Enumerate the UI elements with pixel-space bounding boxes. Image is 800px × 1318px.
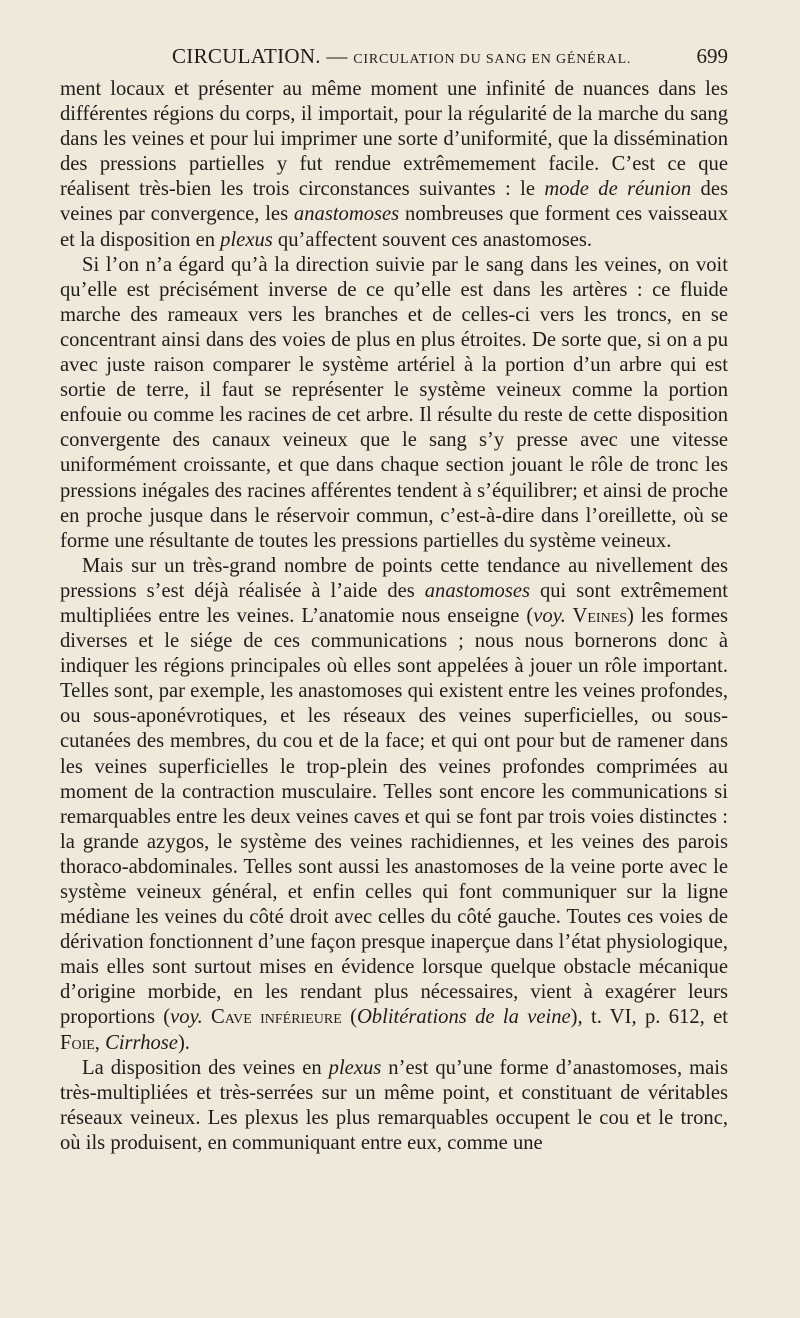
text-run: La disposition des veines en — [82, 1056, 329, 1079]
text-run: qu’affectent souvent ces anastomoses. — [272, 228, 593, 251]
text-run: Mais sur un très-grand nombre de points cette tendance au nivellement des pressions s’est déjà réalisée à l’aide des — [60, 554, 728, 602]
page-number: 699 — [696, 44, 728, 68]
italic-run: plexus — [220, 228, 273, 251]
text-run: ) les formes diverses et le siége de ces communications ; nous nous bornerons donc à indiquer les régions principales où elles sont appelées à jouer un rôle important. Telles sont, par exemple, les anastomoses qui existent entre les veines profondes, ou sous-aponévrotiques, et les réseaux des veines superficielles, ou sous-cutanées des membres, du cou et de la face; et qui ont pour but de ramener dans les veines superficielles le trop-plein des veines profondes comprimées au moment de la contraction musculaire. Telles sont encore les communications si remarquables entre les deux veines caves et qui se font par trois voies distinctes : la grande azygos, le système des veines rachidiennes, et les veines des parois thoraco-abdominales. Telles sont aussi les anastomoses de la veine porte avec le système veineux général, et enfin celles qui font communiquer sur la ligne médiane les veines du côté droit avec celles du côté gauche. Toutes ces voies de dérivation fonctionnent d’une façon presque inaperçue dans l’état physiologique, mais elles sont surtout mises en évidence lorsque quelque obstacle mécanique d’origine morbide, en les rendant plus nécessaires, vient à exagérer leurs proportions ( — [60, 604, 729, 1029]
small-caps-run: Foie — [60, 1031, 95, 1054]
text-run: ment locaux et présenter au même moment une infinité de nuances dans les différentes régions du corps, il importait, pour la régularité de la marche du sang dans les veines et pour lui imprimer une sorte d’uniformité, que la dissémination des pressions partielles y fut rendue extrêmemement facile. C’est ce que réalisent très-bien les trois circonstances suivantes : le — [60, 78, 728, 201]
italic-run: plexus — [328, 1056, 382, 1079]
page-body — [60, 77, 728, 1156]
italic-run: anastomoses — [293, 203, 400, 226]
italic-run: anastomoses — [424, 579, 530, 602]
running-title — [172, 44, 631, 69]
text-run: n’est qu’une forme d’anastomoses, mais très-multipliées et très-serrées sur un même point, et constituant de véritables réseaux veineux. Les plexus les plus remarquables occupent le cou et le tronc, où ils produisent, en communiquant entre eux, comme une — [60, 1056, 728, 1154]
paragraph-3 — [60, 554, 728, 1056]
italic-run: voy. — [533, 604, 566, 627]
small-caps-run: Cave inférieure — [202, 1006, 342, 1029]
italic-run: mode de réunion — [544, 178, 692, 201]
italic-run: Cirrhose — [105, 1031, 178, 1054]
running-title-sub: CIRCULATION DU SANG EN GÉNÉRAL. — [353, 52, 632, 67]
text-run: des veines par convergence, les — [60, 178, 729, 226]
text-run: qui sont extrêmement multipliées entre les veines. L’anatomie nous enseigne ( — [60, 579, 728, 627]
text-run: nombreuses que forment ces vaisseaux et la disposition en — [60, 203, 728, 251]
small-caps-run: Veines — [565, 604, 628, 627]
italic-run: Oblitérations de la veine — [356, 1006, 571, 1029]
paragraph-1 — [60, 77, 728, 253]
text-run: ( — [341, 1006, 357, 1029]
text-run: ), t. VI, p. 612, et — [570, 1006, 728, 1029]
italic-run: voy. — [170, 1006, 203, 1029]
text-run: ). — [177, 1031, 190, 1054]
running-title-main: CIRCULATION. — [172, 44, 321, 68]
running-title-dash: — — [320, 44, 354, 68]
paragraph-2 — [60, 253, 728, 554]
text-run: Si l’on n’a égard qu’à la direction suivie par le sang dans les veines, on voit qu’elle est précisément inverse de ce qu’elle est dans les artères : ce fluide marche des rameaux vers les branches et de celles-ci vers les troncs, en se concentrant ainsi dans des voies de plus en plus étroites. De sorte que, si on a pu avec juste raison comparer le système artériel à la portion d’un arbre qui est sortie de terre, il faut se représenter le système veineux comme la portion enfouie ou comme les racines de cet arbre. Il résulte du reste de cette disposition convergente des canaux veineux que le sang s’y presse avec une vitesse uniformément croissante, et que dans chaque section jouant le rôle de tronc les pressions inégales des racines afférentes tendent à s’équilibrer; et ainsi de proche en proche jusque dans le réservoir commun, c’est-à-dire dans l’oreillette, où se forme une résultante de toutes les pressions partielles du système veineux. — [60, 253, 728, 552]
running-head — [60, 44, 728, 69]
text-run: , — [94, 1031, 106, 1054]
paragraph-4 — [60, 1056, 728, 1156]
